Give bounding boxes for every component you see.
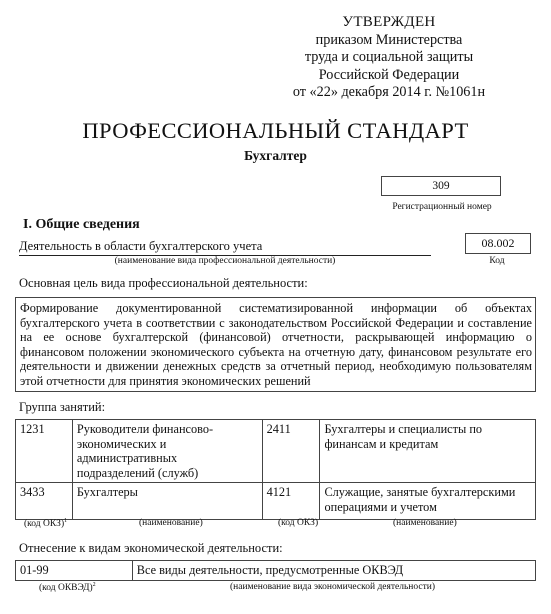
okz-name-caption: (наименование) bbox=[139, 518, 203, 528]
okz-code-cell: 4121 bbox=[262, 483, 320, 520]
table-row bbox=[16, 561, 536, 581]
okz-name-cell: Бухгалтеры bbox=[72, 483, 262, 520]
okz-code-caption bbox=[24, 518, 67, 529]
okz-name-caption: (наименование) bbox=[393, 518, 457, 528]
okved-code-cell: 01-99 bbox=[16, 561, 133, 581]
activity-caption: (наименование вида профессиональной деятельности) bbox=[114, 256, 336, 266]
activity-code-box: 08.002 bbox=[465, 233, 531, 254]
approval-line: Российской Федерации bbox=[318, 66, 460, 83]
approval-heading: УТВЕРЖДЕН bbox=[342, 14, 436, 30]
activity-code-caption: Код bbox=[489, 256, 505, 266]
goal-label: Основная цель вида профессиональной деятельности: bbox=[19, 276, 308, 290]
footnote-marker: 1 bbox=[64, 518, 68, 524]
table-row bbox=[16, 483, 536, 520]
approval-line: приказом Министерства bbox=[315, 31, 463, 48]
okz-name-cell: Руководители финансово-экономических и административных подразделений (служб) bbox=[72, 420, 262, 483]
okz-code-caption: (код ОКЗ) bbox=[278, 518, 319, 528]
document-subtitle: Бухгалтер bbox=[244, 148, 307, 163]
goal-text-box: Формирование документированной систематизированной информации об объектах бухгалтерского учета в соответствии с законодательством Российской Федерации и составление на ее основе бухгалтерской (финансовой) отчетности, раскрывающей информацию о финансовом положении экономического субъекта на отчетную дату, финансовом результате его деятельности и движении денежных средств за отчетный период, необходимую пользователям этой отчетности для принятия экономических решений bbox=[15, 297, 536, 392]
caption-text: (код ОКЗ) bbox=[24, 519, 65, 530]
activity-name: Деятельность в области бухгалтерского учета bbox=[19, 239, 431, 256]
registration-number-box: 309 bbox=[381, 176, 501, 196]
okz-code-cell: 1231 bbox=[16, 420, 73, 483]
table-row bbox=[16, 420, 536, 483]
occupation-group-label: Группа занятий: bbox=[19, 400, 106, 414]
okved-code-caption bbox=[39, 582, 96, 593]
occupation-group-table bbox=[15, 419, 536, 520]
okved-name-caption: (наименование вида экономической деятельности) bbox=[230, 582, 435, 592]
approval-stamp bbox=[249, 14, 529, 102]
okz-code-cell: 3433 bbox=[16, 483, 73, 520]
approval-line: труда и социальной защиты bbox=[304, 49, 474, 66]
footnote-marker: 2 bbox=[92, 582, 96, 588]
okz-code-cell: 2411 bbox=[262, 420, 320, 483]
economic-activity-label: Отнесение к видам экономической деятельности: bbox=[19, 541, 283, 555]
okz-name-cell: Бухгалтеры и специалисты по финансам и кредитам bbox=[320, 420, 536, 483]
okved-name-cell: Все виды деятельности, предусмотренные ОКВЭД bbox=[132, 561, 535, 581]
section-heading: I. Общие сведения bbox=[23, 217, 140, 232]
approval-line: от «22» декабря 2014 г. №1061н bbox=[292, 84, 486, 101]
economic-activity-table bbox=[15, 560, 536, 581]
okz-name-cell: Служащие, занятые бухгалтерскими операциями и учетом bbox=[320, 483, 536, 520]
registration-number-label: Регистрационный номер bbox=[392, 202, 492, 212]
caption-text: (код ОКВЭД) bbox=[39, 583, 93, 594]
document-title: ПРОФЕССИОНАЛЬНЫЙ СТАНДАРТ bbox=[82, 118, 469, 143]
